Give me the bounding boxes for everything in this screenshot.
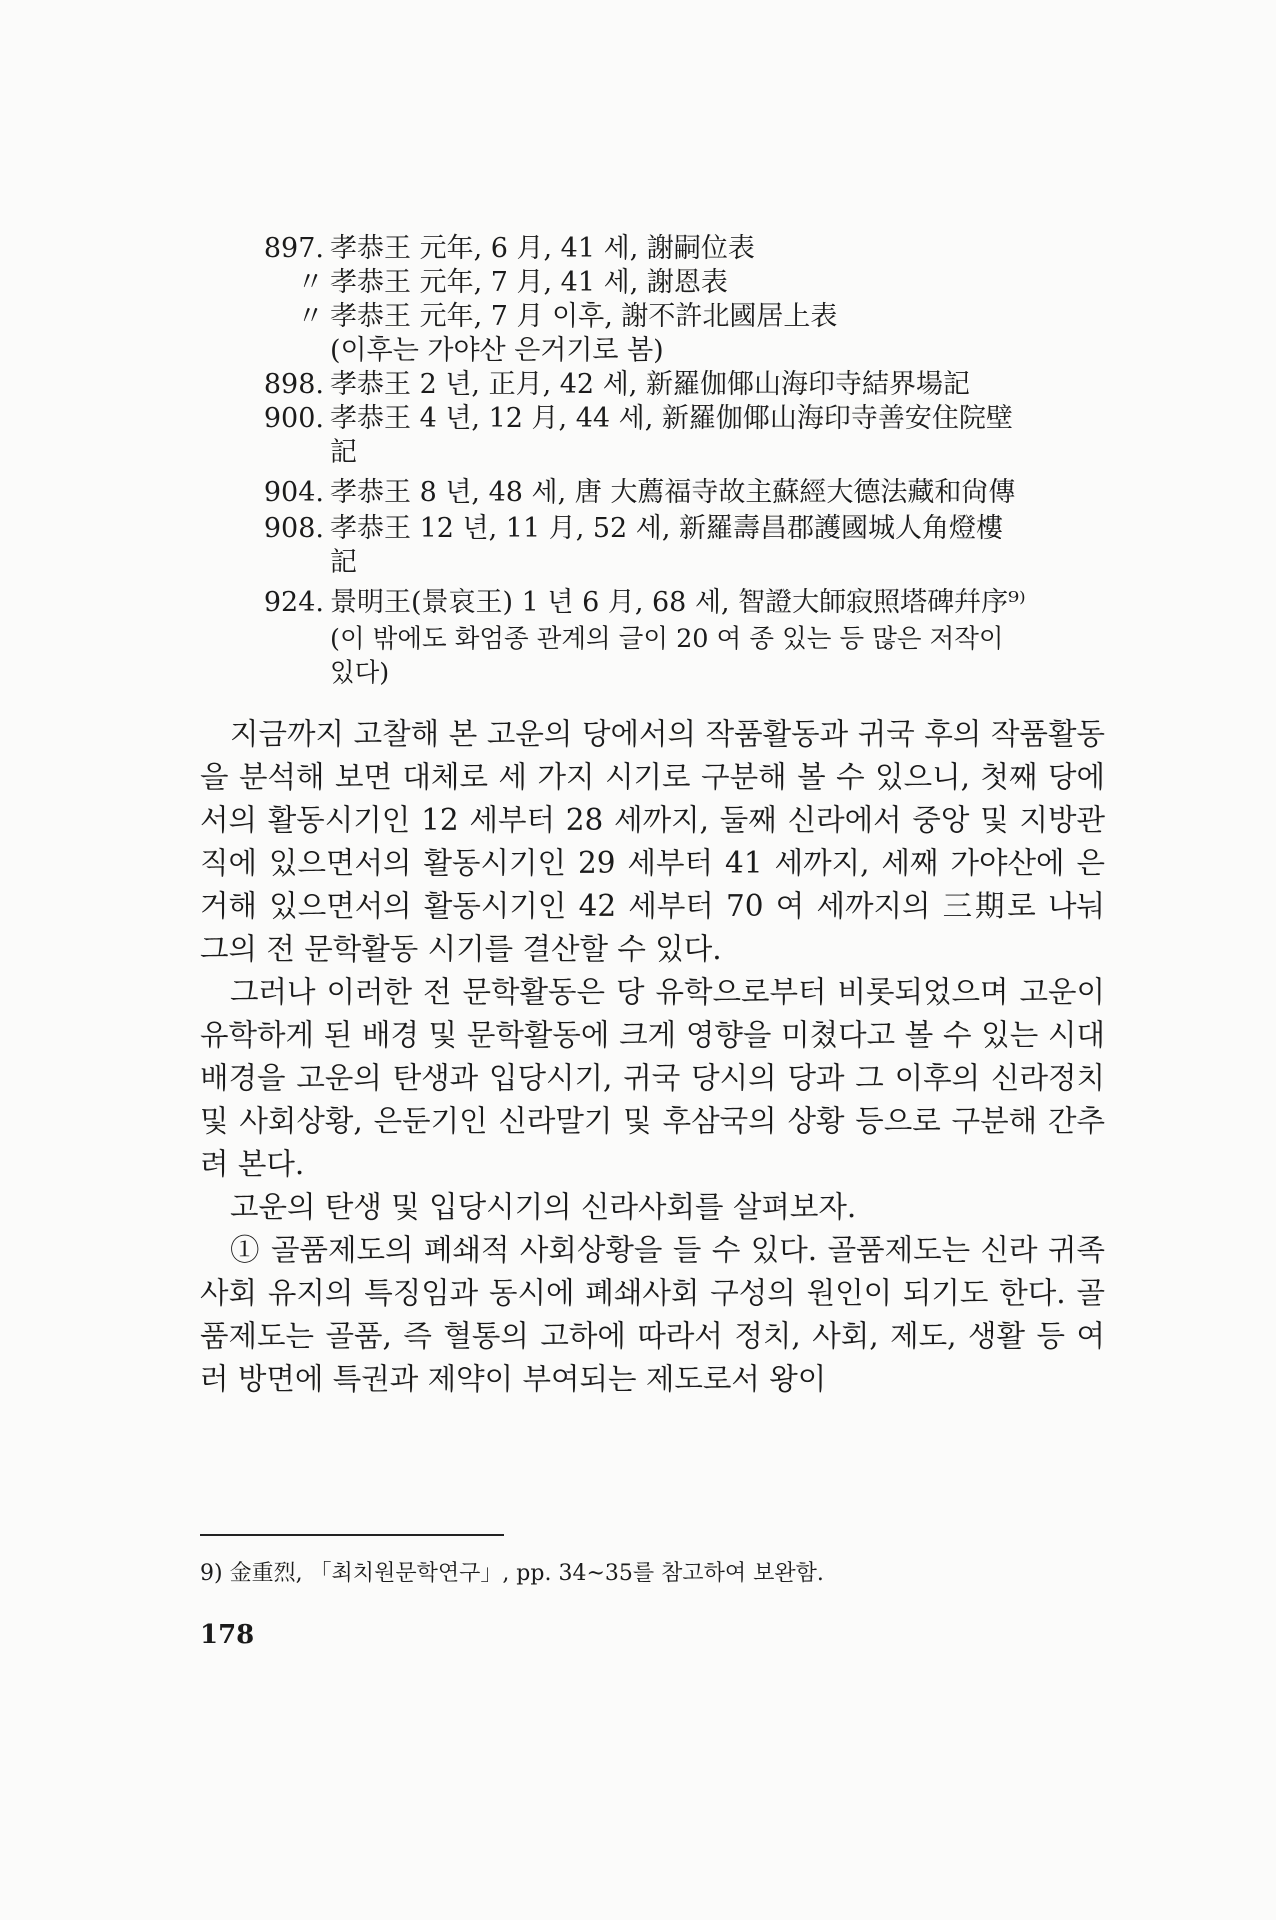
- chronology-entry: [258, 402, 1013, 436]
- entry-year: 904.: [263, 477, 324, 508]
- body-text: [200, 713, 1105, 1401]
- entry-text: 景明王(景哀王) 1 년 6 月, 68 세, 智證大師寂照塔碑幷序⁹⁾: [330, 587, 1026, 618]
- chronology-note: 있다): [330, 658, 390, 688]
- entry-ditto: 〃: [297, 267, 324, 298]
- entry-year: 897.: [263, 233, 324, 264]
- entry-year: 908.: [263, 513, 324, 544]
- entry-year: 900.: [263, 403, 324, 434]
- paragraph: ① 골품제도의 폐쇄적 사회상황을 들 수 있다. 골품제도는 신라 귀족사회 유지의 특징임과 동시에 폐쇄사회 구성의 원인이 되기도 한다. 골품제도는 골품, 즉 혈통의 고하에 따라서 정치, 사회, 제도, 생활 등 여러 방면에 특권과 제약이 부여되는 제도로서 왕이: [200, 1233, 1105, 1396]
- page-number: 178: [200, 1620, 255, 1650]
- paragraph: 고운의 탄생 및 입당시기의 신라사회를 살펴보자.: [230, 1190, 857, 1224]
- chronology-note: (이후는 가야산 은거기로 봄): [330, 335, 664, 366]
- chronology-entry: [258, 300, 837, 334]
- entry-year: 924.: [263, 587, 324, 618]
- chronology-entry: [258, 512, 1003, 546]
- footnote-rule: [200, 1534, 504, 1536]
- footnote: 9) 金重烈, 「최치원문학연구」, pp. 34~35를 참고하여 보완함.: [200, 1561, 824, 1586]
- chronology-entry: [258, 368, 970, 402]
- paragraph: 그러나 이러한 전 문학활동은 당 유학으로부터 비롯되었으며 고운이 유학하게 된 배경 및 문학활동에 크게 영향을 미쳤다고 볼 수 있는 시대배경을 고운의 탄생과 입당시기, 귀국 당시의 당과 그 이후의 신라정치 및 사회상황, 은둔기인 신라말기 및 후삼국의 상황 등으로 구분해 간추려 본다.: [200, 975, 1105, 1181]
- chronology-continuation: 記: [330, 547, 357, 578]
- chronology-entry: [258, 586, 1026, 620]
- chronology-entry: [258, 266, 728, 300]
- chronology-entry: [258, 476, 1015, 510]
- chronology-entry: [258, 232, 755, 266]
- entry-text: 孝恭王 4 년, 12 月, 44 세, 新羅伽倻山海印寺善安住院壁: [330, 403, 1013, 434]
- entry-text: 孝恭王 2 년, 正月, 42 세, 新羅伽倻山海印寺結界場記: [330, 369, 970, 400]
- entry-text: 孝恭王 元年, 7 月, 41 세, 謝恩表: [330, 267, 728, 298]
- paragraph: 지금까지 고찰해 본 고운의 당에서의 작품활동과 귀국 후의 작품활동을 분석해 보면 대체로 세 가지 시기로 구분해 볼 수 있으니, 첫째 당에서의 활동시기인 12 세부터 28 세까지, 둘째 신라에서 중앙 및 지방관직에 있으면서의 활동시기인 29 세부터 41 세까지, 세째 가야산에 은거해 있으면서의 활동시기인 42 세부터 70 여 세까지의 三期로 나눠 그의 전 문학활동 시기를 결산할 수 있다.: [200, 717, 1105, 966]
- chronology-note: (이 밖에도 화엄종 관계의 글이 20 여 종 있는 등 많은 저작이: [330, 624, 1004, 654]
- entry-text: 孝恭王 元年, 7 月 이후, 謝不許北國居上表: [330, 301, 838, 332]
- entry-text: 孝恭王 12 년, 11 月, 52 세, 新羅壽昌郡護國城人角燈樓: [330, 513, 1004, 544]
- chronology-continuation: 記: [330, 437, 357, 468]
- entry-text: 孝恭王 8 년, 48 세, 唐 大薦福寺故主蘇經大德法藏和尙傳: [330, 477, 1016, 508]
- entry-text: 孝恭王 元年, 6 月, 41 세, 謝嗣位表: [330, 233, 755, 264]
- entry-year: 898.: [263, 369, 324, 400]
- entry-ditto: 〃: [297, 301, 324, 332]
